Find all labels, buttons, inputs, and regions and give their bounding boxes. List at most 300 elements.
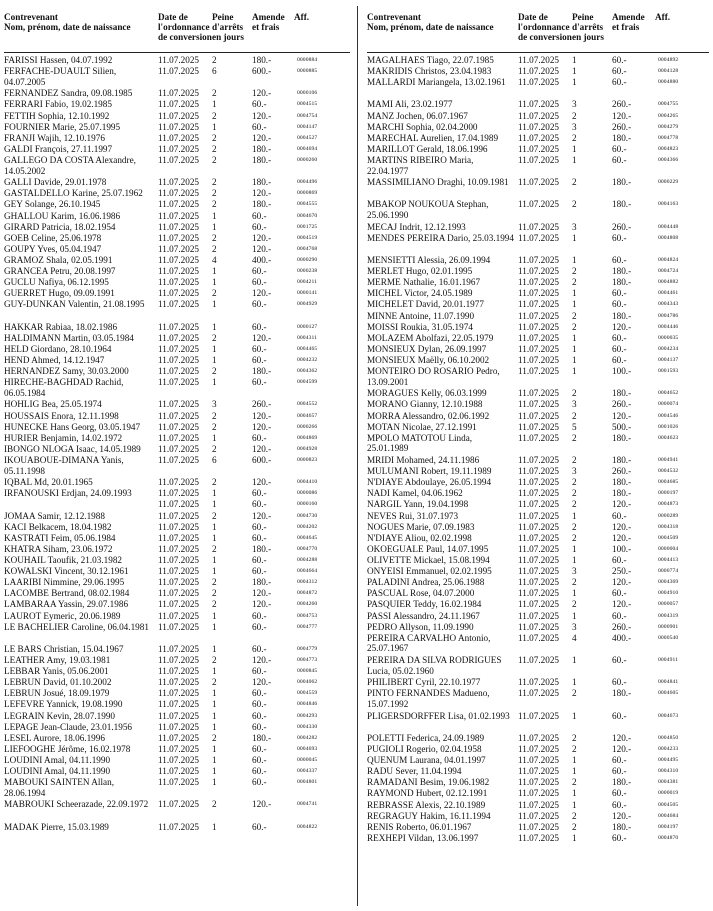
cell-date: 11.07.2025 — [158, 55, 200, 65]
cell-date: 11.07.2025 — [518, 499, 560, 510]
cell-name: GUY-DUNKAN Valentin, 21.08.1995 — [4, 299, 145, 310]
cell-date: 11.07.2025 — [518, 343, 560, 354]
cell-amende: 60.- — [612, 766, 627, 777]
cell-name: HUNECKE Hans Georg, 03.05.1947 — [4, 421, 141, 432]
cell-date: 11.07.2025 — [518, 110, 560, 121]
cell-date: 11.07.2025 — [518, 521, 560, 532]
cell-date: 11.07.2025 — [158, 599, 200, 610]
cell-date: 11.07.2025 — [518, 677, 560, 688]
cell-aff: 0000885 — [297, 68, 318, 75]
cell-date: 11.07.2025 — [158, 643, 200, 654]
cell-date: 11.07.2025 — [518, 488, 560, 499]
cell-name: QUENUM Laurana, 04.01.1997 — [367, 755, 486, 766]
cell-peine: 1 — [572, 343, 577, 354]
cell-date: 11.07.2025 — [518, 143, 560, 154]
cell-amende: 120.- — [252, 410, 272, 421]
cell-amende: 120.- — [252, 188, 272, 199]
cell-amende: 60.- — [252, 321, 267, 332]
cell-peine: 2 — [572, 410, 577, 421]
cell-peine: 2 — [212, 732, 217, 743]
cell-aff: 0000884 — [297, 57, 318, 63]
cell-name: LACOMBE Bertrand, 08.02.1984 — [4, 588, 130, 599]
cell-peine: 1 — [572, 799, 577, 810]
cell-name: MARECHAL Aurelien, 17.04.1989 — [367, 132, 499, 143]
cell-peine: 1 — [572, 555, 577, 566]
table-row — [367, 288, 709, 299]
cell-amende: 60.- — [612, 55, 627, 65]
cell-date: 11.07.2025 — [518, 432, 560, 443]
cell-amende: 60.- — [252, 266, 267, 277]
cell-amende: 120.- — [252, 477, 272, 488]
cell-peine: 2 — [212, 110, 217, 121]
table-row — [4, 288, 350, 299]
table-row — [367, 555, 709, 566]
cell-date: 11.07.2025 — [518, 266, 560, 277]
cell-peine: 2 — [212, 677, 217, 688]
cell-name: MORAGUES Kelly, 06.03.1999 — [367, 388, 487, 399]
cell-name: KOWALSKI Vincent, 30.12.1961 — [4, 566, 129, 577]
cell-date: 11.07.2025 — [518, 555, 560, 566]
header-rule — [4, 52, 350, 53]
cell-name: RAMADANI Besim, 19.06.1982 — [367, 777, 490, 788]
cell-peine: 2 — [212, 177, 217, 188]
cell-name: HIRECHE-BAGHDAD Rachid, 06.05.1984 — [4, 377, 124, 398]
table-row — [4, 188, 350, 199]
table-row — [367, 322, 709, 333]
cell-name: LE BACHELIER Caroline, 06.04.1981 — [4, 621, 149, 632]
table-row — [4, 577, 350, 588]
cell-date: 11.07.2025 — [158, 377, 200, 388]
cell-date: 11.07.2025 — [158, 188, 200, 199]
right-rows — [367, 55, 709, 844]
cell-amende: 120.- — [612, 577, 632, 588]
cell-amende: 60.- — [252, 610, 267, 621]
cell-aff: 0004693 — [297, 745, 318, 752]
table-header — [367, 12, 709, 52]
cell-name: POLETTI Federica, 24.09.1989 — [367, 732, 485, 743]
cell-amende: 120.- — [612, 321, 632, 332]
table-row — [367, 499, 709, 510]
cell-amende: 60.- — [252, 566, 267, 577]
table-row — [4, 533, 350, 544]
cell-amende: 60.- — [252, 821, 267, 832]
cell-name: MABOUKI SAINTEN Allan, 28.06.1994 — [4, 777, 114, 798]
cell-date: 11.07.2025 — [158, 777, 200, 788]
cell-aff: 0001026 — [658, 423, 679, 430]
cell-amende: 260.- — [612, 121, 632, 132]
cell-aff: 0004505 — [658, 801, 679, 808]
table-row — [367, 222, 709, 233]
table-row — [367, 111, 709, 122]
cell-date: 11.07.2025 — [518, 177, 560, 188]
cell-amende: 180.- — [252, 543, 272, 554]
cell-date: 11.07.2025 — [518, 421, 560, 432]
cell-amende: 260.- — [612, 621, 632, 632]
table-row — [4, 355, 350, 366]
cell-aff: 0000127 — [297, 323, 318, 330]
cell-date: 11.07.2025 — [158, 110, 200, 121]
table-row — [4, 199, 350, 210]
cell-date: 11.07.2025 — [518, 366, 560, 377]
cell-amende: 180.- — [612, 432, 632, 443]
table-row — [367, 611, 709, 622]
table-row — [4, 455, 350, 477]
cell-aff: 0004768 — [297, 245, 318, 252]
cell-name: KACI Belkacem, 18.04.1982 — [4, 521, 112, 532]
cell-peine: 1 — [212, 321, 217, 332]
cell-peine: 1 — [212, 221, 217, 232]
cell-aff: 0004137 — [658, 357, 679, 364]
cell-aff: 0004366 — [658, 157, 679, 163]
cell-amende: 60.- — [252, 777, 267, 788]
cell-aff: 0004928 — [297, 445, 318, 452]
table-row — [367, 655, 709, 677]
table-row — [367, 177, 709, 199]
cell-name: LEBRUN David, 01.10.2002 — [4, 677, 112, 688]
cell-aff: 0004260 — [297, 601, 318, 608]
cell-peine: 1 — [572, 655, 577, 666]
cell-name: HELD Giordano, 28.10.1964 — [4, 343, 112, 354]
cell-name: GRANCEA Petru, 20.08.1997 — [4, 266, 116, 277]
cell-date: 11.07.2025 — [158, 755, 200, 765]
cell-aff: 0004147 — [297, 123, 318, 130]
cell-aff: 0004870 — [658, 834, 679, 841]
cell-date: 11.07.2025 — [158, 710, 200, 721]
cell-name: MONTEIRO DO ROSARIO Pedro, 13.09.2001 — [367, 366, 500, 387]
cell-peine: 2 — [212, 332, 217, 343]
table-row — [4, 255, 350, 266]
cell-date: 11.07.2025 — [518, 455, 560, 466]
cell-date: 11.07.2025 — [158, 821, 200, 832]
table-row — [367, 311, 709, 322]
cell-peine: 2 — [212, 55, 217, 65]
cell-aff: 0000290 — [297, 257, 318, 263]
cell-peine: 2 — [212, 421, 217, 432]
cell-amende: 120.- — [252, 88, 272, 99]
cell-amende: 180.- — [612, 277, 632, 288]
table-row — [4, 399, 350, 410]
cell-date: 11.07.2025 — [158, 321, 200, 332]
cell-aff: 0000229 — [658, 179, 679, 186]
cell-date: 11.07.2025 — [158, 199, 200, 210]
cell-name: MERLET Hugo, 02.01.1995 — [367, 266, 473, 277]
cell-aff: 0000289 — [658, 512, 679, 519]
cell-amende: 60.- — [252, 121, 267, 132]
cell-amende: 260.- — [612, 466, 632, 477]
cell-name: MRIDI Mohamed, 24.11.1986 — [367, 455, 480, 466]
table-row — [4, 522, 350, 533]
cell-peine: 1 — [212, 99, 217, 110]
table-row — [4, 766, 350, 777]
cell-peine: 1 — [572, 788, 577, 799]
cell-aff: 0004773 — [297, 657, 318, 664]
cell-amende: 60.- — [252, 621, 267, 632]
cell-amende: 60.- — [612, 155, 627, 165]
table-row — [367, 811, 709, 822]
cell-date: 11.07.2025 — [158, 343, 200, 354]
cell-aff: 0004910 — [658, 590, 679, 597]
header-date: Date de l'ordonnance de conversion — [158, 12, 212, 43]
cell-aff: 0004808 — [658, 234, 679, 241]
cell-name: GHALLOU Karim, 16.06.1986 — [4, 210, 121, 221]
cell-date: 11.07.2025 — [518, 288, 560, 299]
table-row — [367, 122, 709, 133]
column-divider — [357, 6, 358, 906]
table-row — [367, 422, 709, 433]
cell-amende: 180.- — [612, 266, 632, 277]
cell-date: 11.07.2025 — [158, 443, 200, 454]
table-row — [4, 555, 350, 566]
cell-date: 11.07.2025 — [518, 710, 560, 721]
cell-name: IBONGO NLOGA Isaac, 14.05.1989 — [4, 443, 141, 454]
cell-aff: 0004730 — [297, 512, 318, 519]
cell-date: 11.07.2025 — [518, 610, 560, 621]
table-row — [4, 611, 350, 622]
cell-aff: 0004446 — [658, 323, 679, 330]
cell-name: GOUPY Yves, 05.04.1947 — [4, 243, 102, 254]
cell-amende: 400.- — [252, 255, 272, 265]
cell-aff: 0004892 — [658, 57, 679, 63]
cell-amende: 180.- — [252, 366, 272, 377]
cell-aff: 0004694 — [297, 145, 318, 152]
cell-aff: 0004657 — [297, 412, 318, 419]
cell-date: 11.07.2025 — [518, 255, 560, 266]
table-row — [4, 677, 350, 688]
cell-peine: 1 — [572, 355, 577, 366]
cell-name: LEGRAIN Kevin, 28.07.1990 — [4, 710, 116, 721]
cell-aff: 0004779 — [297, 645, 318, 652]
table-row — [4, 699, 350, 710]
cell-amende: 120.- — [612, 732, 632, 743]
cell-peine: 1 — [572, 255, 577, 266]
cell-peine: 1 — [572, 155, 577, 165]
left-rows — [4, 55, 350, 833]
cell-aff: 0000869 — [297, 190, 318, 197]
table-row — [367, 333, 709, 344]
header-amende: Amende et frais — [252, 12, 285, 33]
cell-peine: 1 — [212, 566, 217, 577]
cell-date: 11.07.2025 — [158, 232, 200, 243]
cell-date: 11.07.2025 — [158, 743, 200, 754]
cell-peine: 2 — [212, 288, 217, 299]
cell-date: 11.07.2025 — [158, 610, 200, 621]
cell-aff: 0004496 — [297, 179, 318, 186]
table-row — [4, 666, 350, 677]
cell-date: 11.07.2025 — [518, 543, 560, 554]
header-peine: Peine d'arrêts en jours — [572, 12, 604, 43]
cell-amende: 60.- — [252, 710, 267, 721]
cell-aff: 0004872 — [297, 590, 318, 597]
cell-peine: 1 — [572, 510, 577, 521]
cell-name: LAARIBI Nimmine, 29.06.1995 — [4, 577, 125, 588]
cell-date: 11.07.2025 — [518, 99, 560, 110]
table-row — [367, 455, 709, 466]
cell-amende: 120.- — [252, 799, 272, 810]
table-row — [367, 588, 709, 599]
header-amende: Amende et frais — [612, 12, 645, 33]
cell-aff: 0004519 — [297, 234, 318, 241]
table-row — [4, 688, 350, 699]
cell-date: 11.07.2025 — [158, 799, 200, 810]
table-row — [367, 99, 709, 110]
cell-peine: 1 — [212, 121, 217, 132]
cell-amende: 100.- — [612, 366, 632, 377]
cell-amende: 250.- — [612, 566, 632, 577]
cell-aff: 0004546 — [658, 412, 679, 419]
cell-amende: 400.- — [612, 632, 632, 643]
cell-date: 11.07.2025 — [518, 588, 560, 599]
cell-date: 11.07.2025 — [518, 655, 560, 666]
cell-amende: 60.- — [252, 521, 267, 532]
cell-peine: 1 — [572, 77, 577, 88]
cell-peine: 1 — [572, 366, 577, 377]
cell-peine: 2 — [572, 743, 577, 754]
cell-peine: 2 — [212, 577, 217, 588]
cell-amende: 60.- — [252, 721, 267, 732]
table-row — [367, 488, 709, 499]
table-row — [4, 488, 350, 510]
cell-aff: 0004741 — [297, 801, 318, 808]
cell-date: 11.07.2025 — [158, 277, 200, 288]
header-date: Date de l'ordonnance de conversion — [518, 12, 572, 43]
cell-date: 11.07.2025 — [158, 121, 200, 132]
cell-peine: 2 — [572, 277, 577, 288]
cell-aff: 0004330 — [297, 723, 318, 730]
cell-name: FERRARI Fabio, 19.02.1985 — [4, 99, 112, 110]
cell-name: GOEB Celine, 25.06.1978 — [4, 232, 102, 243]
cell-date: 11.07.2025 — [158, 132, 200, 143]
cell-name: MICHELET David, 20.01.1977 — [367, 299, 484, 310]
cell-name: FOURNIER Marie, 25.07.1995 — [4, 121, 121, 132]
cell-peine: 1 — [212, 521, 217, 532]
cell-name: LE BARS Christian, 15.04.1967 — [4, 643, 124, 654]
table-row — [4, 477, 350, 488]
table-row — [4, 299, 350, 321]
cell-name: NOGUES Marie, 07.09.1983 — [367, 521, 475, 532]
table-row — [4, 799, 350, 821]
cell-date: 11.07.2025 — [158, 421, 200, 432]
cell-aff: 0004279 — [658, 123, 679, 130]
cell-peine: 2 — [572, 432, 577, 443]
cell-date: 11.07.2025 — [158, 588, 200, 599]
table-row — [4, 144, 350, 155]
cell-date: 11.07.2025 — [158, 721, 200, 732]
table-row — [4, 244, 350, 255]
cell-date: 11.07.2025 — [518, 299, 560, 310]
cell-aff: 0000260 — [297, 157, 318, 163]
cell-date: 11.07.2025 — [518, 599, 560, 610]
cell-name: GRAMOZ Shala, 02.05.1991 — [4, 255, 113, 265]
cell-name: LIEFOOGHE Jérôme, 16.02.1978 — [4, 743, 131, 754]
cell-date: 11.07.2025 — [518, 66, 560, 77]
cell-peine: 2 — [572, 110, 577, 121]
cell-name: MALLARDI Mariangela, 13.02.1961 — [367, 77, 506, 88]
cell-amende: 60.- — [612, 355, 627, 366]
cell-peine: 1 — [572, 288, 577, 299]
table-row — [367, 800, 709, 811]
cell-amende: 60.- — [612, 255, 627, 266]
cell-date: 11.07.2025 — [518, 577, 560, 588]
cell-name: PUGIOLI Rogerio, 02.04.1958 — [367, 743, 482, 754]
cell-name: KASTRATI Feim, 05.06.1984 — [4, 532, 116, 543]
cell-amende: 60.- — [612, 655, 627, 666]
cell-peine: 1 — [212, 643, 217, 654]
cell-aff: 0004850 — [658, 734, 679, 741]
cell-peine: 2 — [212, 477, 217, 488]
cell-amende: 60.- — [612, 299, 627, 310]
cell-name: LAMBARAA Yassin, 29.07.1986 — [4, 599, 129, 610]
cell-date: 11.07.2025 — [518, 810, 560, 821]
cell-amende: 120.- — [252, 443, 272, 454]
table-row — [4, 322, 350, 333]
table-row — [367, 411, 709, 422]
cell-amende: 180.- — [252, 55, 272, 65]
table-row — [4, 744, 350, 755]
cell-name: MONSIEUX Dylan, 26.09.1997 — [367, 343, 487, 354]
cell-date: 11.07.2025 — [158, 543, 200, 554]
cell-aff: 0004233 — [658, 745, 679, 752]
cell-name: N'DIAYE Abdoulaye, 26.05.1994 — [367, 477, 492, 488]
cell-aff: 0004495 — [658, 757, 679, 764]
cell-amende: 180.- — [252, 732, 272, 743]
cell-name: MBAKOP NOUKOUA Stephan, 25.06.1990 — [367, 199, 489, 221]
cell-aff: 0004465 — [297, 345, 318, 352]
cell-amende: 60.- — [612, 710, 627, 721]
cell-aff: 0004312 — [297, 579, 318, 586]
cell-peine: 1 — [212, 666, 217, 677]
cell-peine: 1 — [572, 755, 577, 766]
cell-aff: 0000266 — [297, 423, 318, 430]
table-row — [4, 566, 350, 577]
cell-amende: 180.- — [612, 477, 632, 488]
cell-name: IQBAL Md, 20.01.1965 — [4, 477, 93, 488]
cell-name: GALDI François, 27.11.1997 — [4, 143, 113, 154]
table-row — [367, 133, 709, 144]
cell-name: LEATHER Amy, 19.03.1981 — [4, 655, 111, 666]
cell-aff: 0004362 — [297, 368, 318, 375]
cell-peine: 1 — [572, 543, 577, 554]
cell-aff: 0004202 — [297, 523, 318, 530]
cell-aff: 0004880 — [658, 79, 679, 86]
cell-name: LEPAGE Jean-Claude, 23.01.1956 — [4, 721, 133, 732]
cell-name: LEBBAR Yanis, 05.06.2001 — [4, 666, 109, 677]
cell-aff: 0004841 — [658, 679, 679, 686]
cell-date: 11.07.2025 — [518, 332, 560, 343]
cell-amende: 60.- — [252, 377, 267, 388]
cell-date: 11.07.2025 — [518, 132, 560, 143]
cell-amende: 180.- — [252, 155, 272, 165]
table-row — [4, 233, 350, 244]
cell-peine: 6 — [212, 455, 217, 465]
cell-peine: 1 — [212, 688, 217, 699]
cell-aff: 0004824 — [658, 257, 679, 264]
cell-peine: 3 — [572, 399, 577, 410]
table-row — [4, 177, 350, 188]
table-row — [4, 444, 350, 455]
cell-name: N'DIAYE Aliou, 02.02.1998 — [367, 532, 472, 543]
cell-name: HOUSSAIS Enora, 12.11.1998 — [4, 410, 119, 421]
cell-date: 11.07.2025 — [518, 743, 560, 754]
cell-peine: 1 — [212, 377, 217, 388]
cell-date: 11.07.2025 — [158, 555, 200, 566]
table-row — [367, 277, 709, 288]
cell-aff: 0004234 — [658, 345, 679, 352]
cell-date: 11.07.2025 — [158, 455, 200, 465]
cell-peine: 1 1 — [212, 488, 217, 510]
cell-date: 11.07.2025 — [518, 310, 560, 321]
cell-aff: 0004319 — [658, 612, 679, 619]
cell-date: 11.07.2025 — [158, 699, 200, 710]
